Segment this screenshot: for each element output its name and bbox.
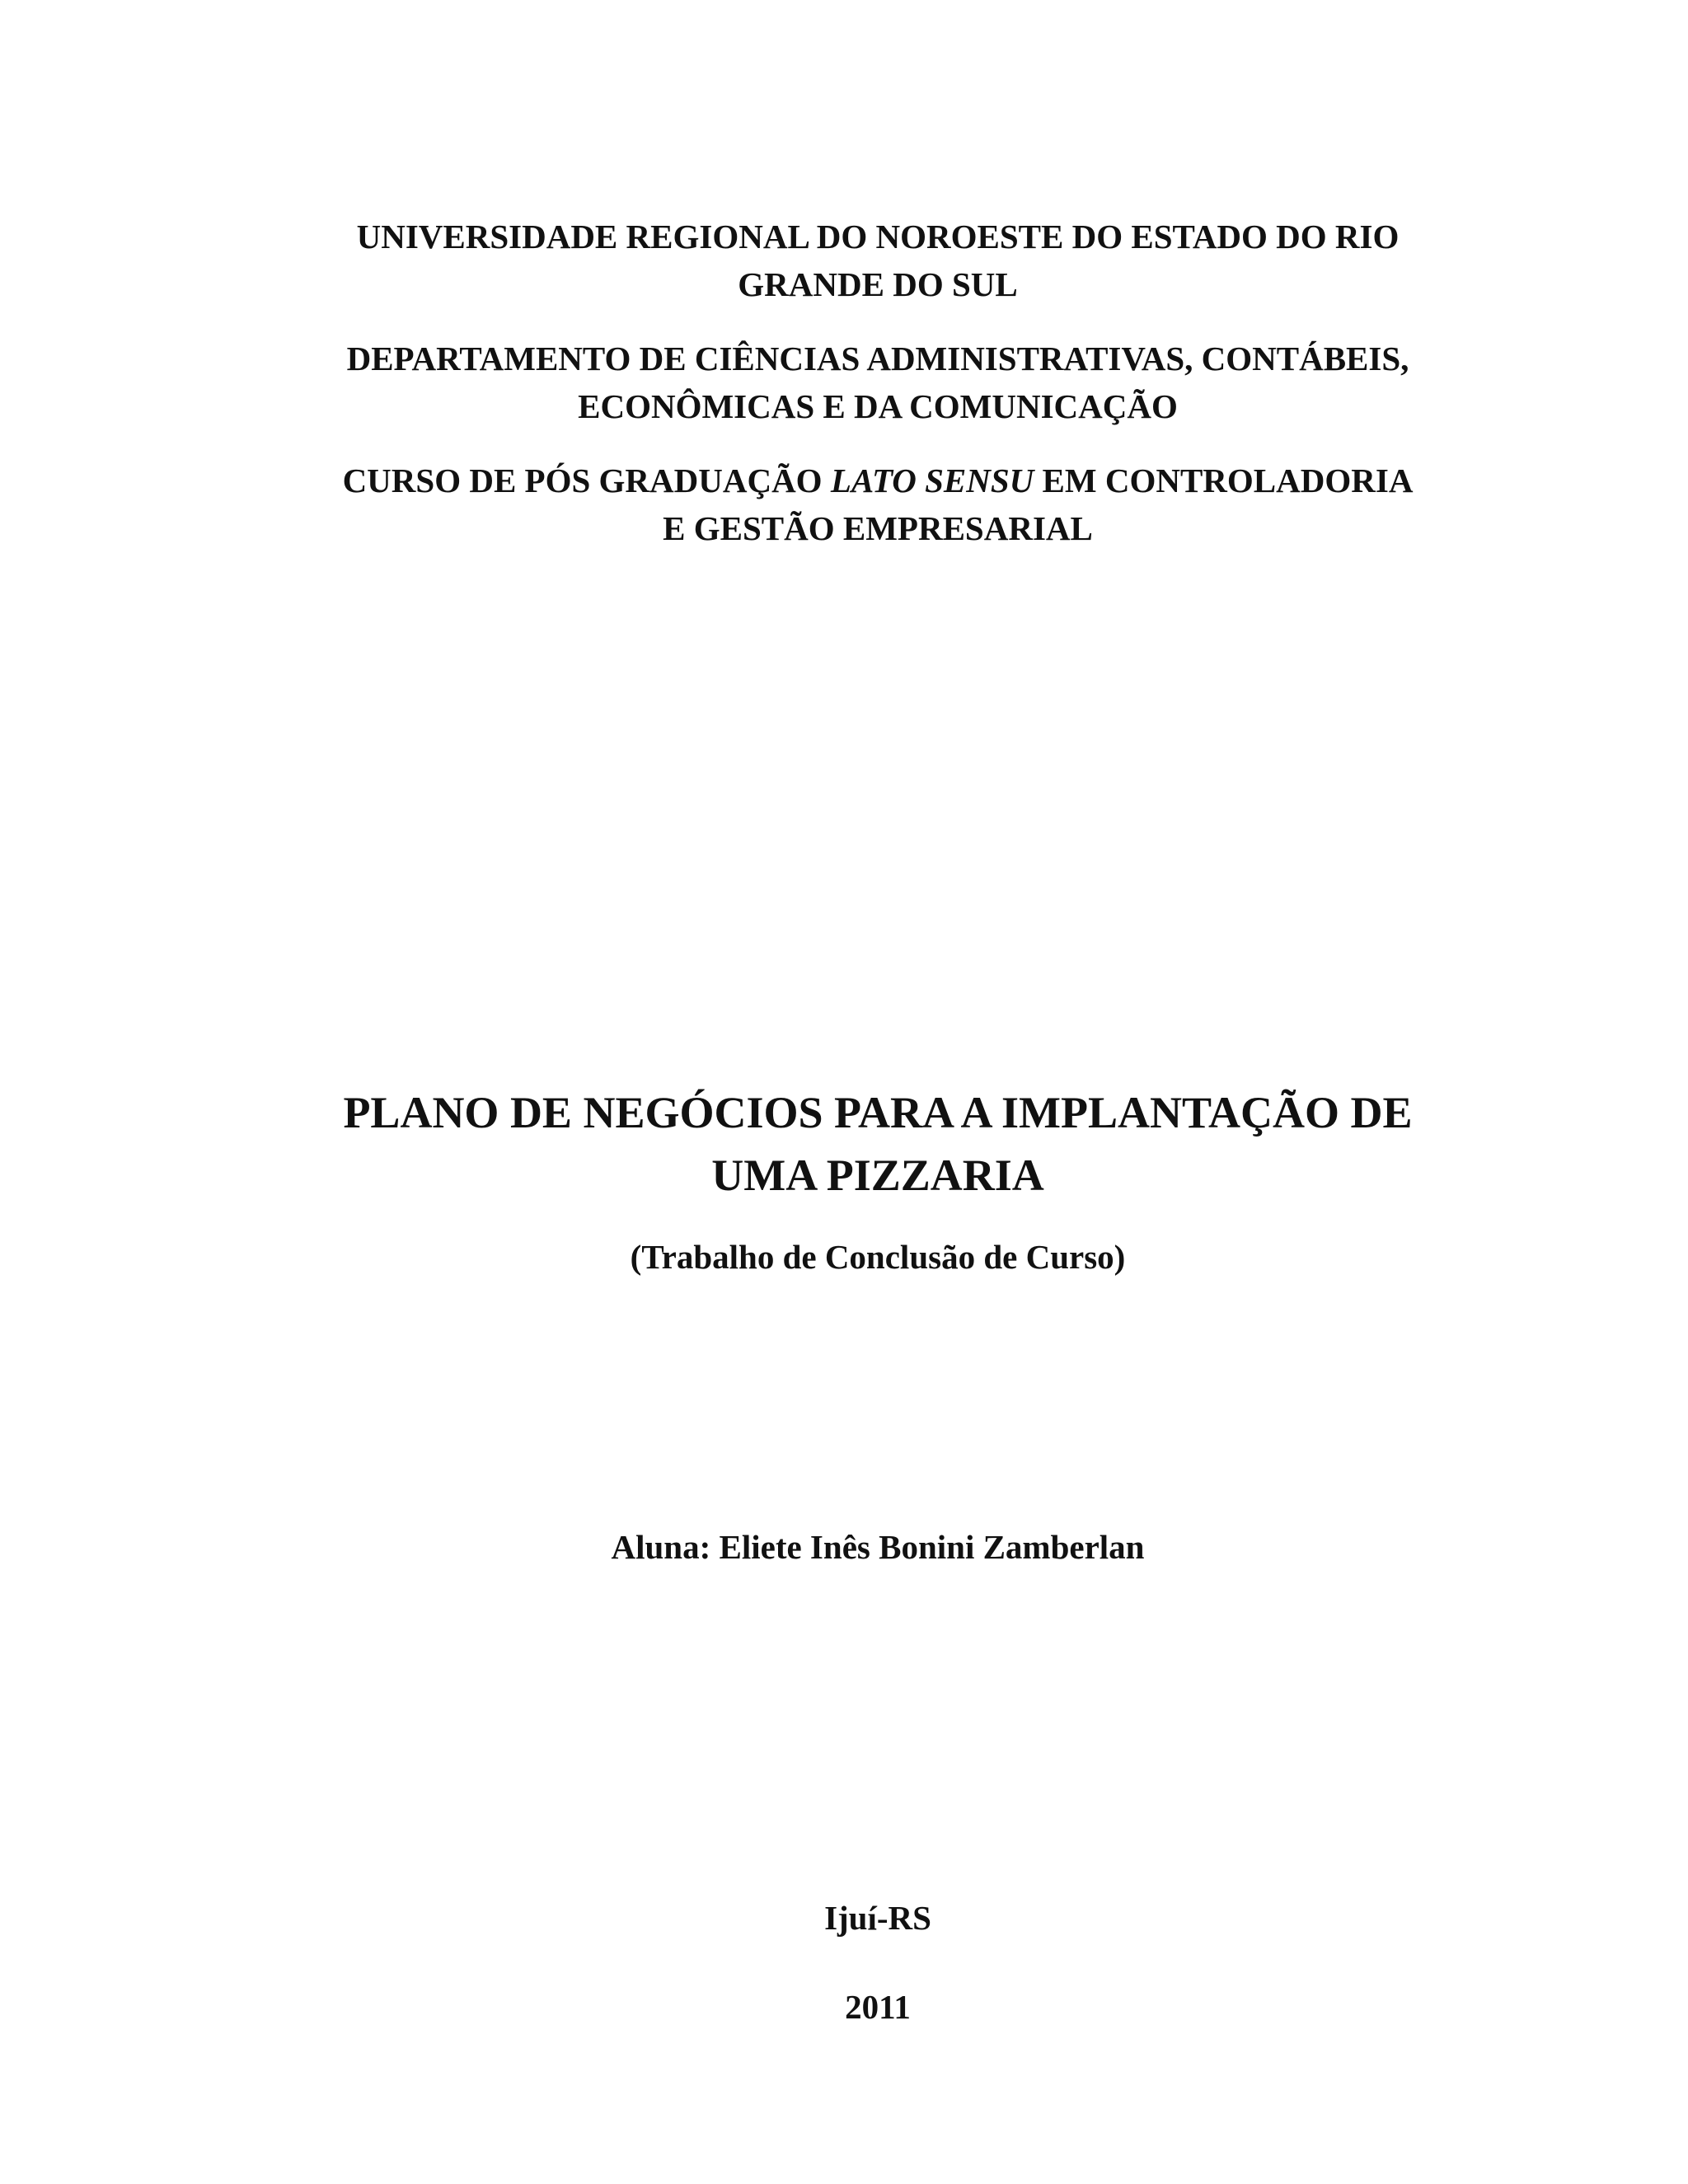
place: Ijuí-RS xyxy=(824,1899,931,1937)
course-suffix: EM CONTROLADORIA xyxy=(1042,462,1414,499)
author: Aluna: Eliete Inês Bonini Zamberlan xyxy=(611,1528,1145,1566)
course-prefix: CURSO DE PÓS GRADUAÇÃO xyxy=(342,462,823,499)
university-line-2: GRANDE DO SUL xyxy=(738,265,1018,303)
department-line-1: DEPARTAMENTO DE CIÊNCIAS ADMINISTRATIVAS, CONTÁBEIS, xyxy=(346,340,1409,377)
course-line-1 xyxy=(247,457,1508,504)
course-line-2: E GESTÃO EMPRESARIAL xyxy=(663,509,1093,547)
title-line-1: PLANO DE NEGÓCIOS PARA A IMPLANTAÇÃO DE xyxy=(343,1088,1413,1137)
year: 2011 xyxy=(845,1988,911,2026)
title-line-2: UMA PIZZARIA xyxy=(711,1151,1044,1200)
university-line-1: UNIVERSIDADE REGIONAL DO NOROESTE DO ESTADO DO RIO xyxy=(356,218,1400,255)
university-name xyxy=(247,213,1508,308)
document-subtitle: (Trabalho de Conclusão de Curso) xyxy=(630,1238,1126,1276)
course-name xyxy=(247,457,1508,552)
department-line-2: ECONÔMICAS E DA COMUNICAÇÃO xyxy=(578,387,1178,425)
department-name xyxy=(247,335,1508,430)
course-italic: LATO SENSU xyxy=(830,462,1034,499)
document-title xyxy=(247,1081,1508,1207)
